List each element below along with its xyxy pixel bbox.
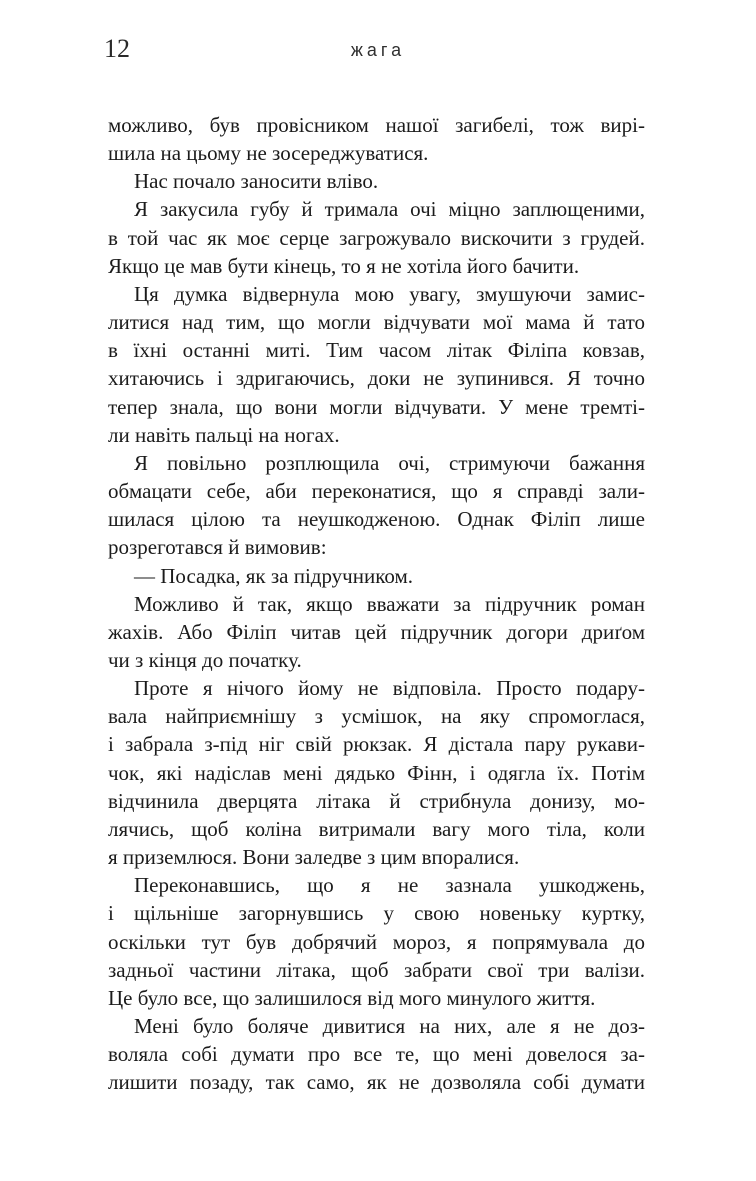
paragraph — [108, 280, 645, 449]
text-line: Якщо це мав бути кінець, то я не хотіла його бачити. — [108, 253, 580, 278]
text-line: Я закусила губу й тримала очі міцно заплющеними, — [134, 197, 645, 222]
paragraph — [108, 590, 645, 674]
text-line: литися над тим, що могли відчувати мої мама й тато — [108, 310, 645, 335]
text-line: чи з кінця до початку. — [108, 647, 302, 672]
text-line: жахів. Або Філіп читав цей підручник догори дриґом — [108, 619, 645, 644]
text-line: і забрала з-під ніг свій рюкзак. Я дістала пару рукави- — [108, 732, 645, 757]
running-head: жага — [350, 40, 406, 60]
text-line: шила на цьому не зосереджуватися. — [108, 141, 429, 166]
paragraph — [108, 449, 645, 562]
text-line: і щільніше загорнувшись у свою новеньку куртку, — [108, 901, 645, 926]
text-line: Проте я нічого йому не відповіла. Просто подару- — [134, 676, 645, 701]
text-line: задньої частини літака, щоб забрати свої три валізи. — [108, 957, 645, 982]
paragraph — [108, 674, 645, 871]
text-line: в той час як моє серце загрожувало вискочити з грудей. — [108, 225, 645, 250]
text-line: лячись, щоб коліна витримали вагу мого тіла, коли — [108, 816, 645, 841]
text-line: відчинила дверцята літака й стрибнула донизу, мо- — [108, 788, 645, 813]
paragraph — [108, 167, 645, 195]
text-line: можливо, був провісником нашої загибелі, тож вирі- — [108, 113, 645, 137]
text-line: воляла собі думати про все те, що мені довелося за- — [108, 1042, 645, 1067]
text-line: чок, які надіслав мені дядько Фінн, і одягла їх. Потім — [108, 760, 645, 785]
text-line: розреготався й вимовив: — [108, 535, 327, 560]
text-line: Мені було боляче дивитися на них, але я не доз- — [134, 1014, 645, 1038]
text-line: лишити позаду, так само, як не дозволяла собі думати — [108, 1070, 645, 1095]
text-line: Переконавшись, що я не зазнала ушкоджень, — [134, 873, 645, 898]
text-line: ли навіть пальці на ногах. — [108, 422, 340, 447]
text-line: в їхні останні миті. Тим часом літак Філіпа ковзав, — [108, 338, 645, 363]
text-line: обмацати себе, аби переконатися, що я справді зали- — [108, 479, 645, 504]
text-line: тепер знала, що вони могли відчувати. У мене тремті- — [108, 394, 645, 419]
paragraph — [108, 1012, 645, 1096]
paragraph — [108, 562, 645, 590]
text-line: Нас почало заносити вліво. — [134, 169, 379, 194]
text-line: хитаючись і здригаючись, доки не зупинився. Я точно — [108, 366, 645, 391]
text-line: Можливо й так, якщо вважати за підручник роман — [134, 591, 645, 616]
page-number: 12 — [104, 34, 130, 63]
text-line: — Посадка, як за підручником. — [134, 563, 413, 588]
paragraph — [108, 195, 645, 279]
paragraph — [108, 871, 645, 1012]
text-block — [108, 111, 645, 1096]
text-line: оскільки тут був добрячий мороз, я попрямувала до — [108, 929, 645, 954]
paragraph — [108, 111, 645, 167]
text-line: вала найприємнішу з усмішок, на яку спромоглася, — [108, 704, 645, 729]
text-line: я приземлюся. Вони заледве з цим впоралися. — [108, 845, 520, 870]
text-line: шилася цілою та неушкодженою. Однак Філіп лише — [108, 507, 645, 532]
text-line: Ця думка відвернула мою увагу, змушуючи замис- — [134, 281, 645, 306]
text-line: Це було все, що залишилося від мого минулого життя. — [108, 985, 596, 1010]
text-line: Я повільно розплющила очі, стримуючи бажання — [134, 450, 645, 475]
